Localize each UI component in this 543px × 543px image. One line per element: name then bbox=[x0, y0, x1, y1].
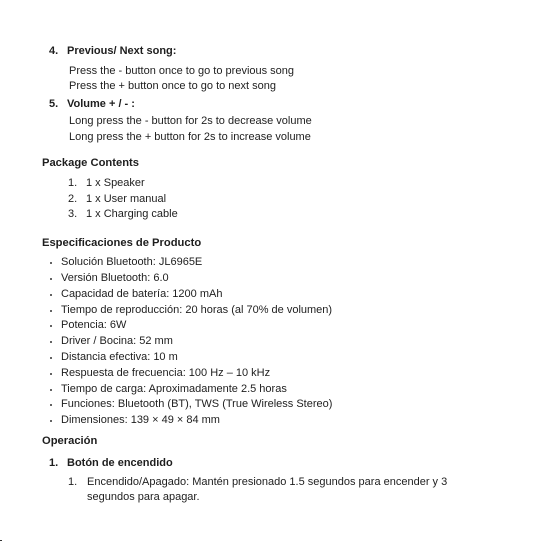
spec-bluetooth-version: Versión Bluetooth: 6.0 bbox=[61, 272, 169, 284]
package-item-number: 3. bbox=[68, 208, 78, 220]
bullet-icon bbox=[50, 310, 52, 312]
package-item-cable: 1 x Charging cable bbox=[86, 208, 178, 220]
bullet-icon bbox=[50, 278, 52, 280]
spec-functions: Funciones: Bluetooth (BT), TWS (True Wireless Stereo) bbox=[61, 398, 333, 410]
bullet-icon bbox=[50, 373, 52, 375]
specs-heading: Especificaciones de Producto bbox=[42, 237, 202, 249]
spec-charge-time: Tiempo de carga: Aproximadamente 2.5 horas bbox=[61, 383, 287, 395]
volume-title: Volume + / - : bbox=[67, 98, 135, 110]
spec-playtime: Tiempo de reproducción: 20 horas (al 70% de volumen) bbox=[61, 304, 333, 316]
spec-bluetooth-solution: Solución Bluetooth: JL6965E bbox=[61, 256, 203, 268]
page-edge-mark bbox=[0, 540, 2, 541]
package-contents-heading: Package Contents bbox=[42, 157, 139, 169]
bullet-icon bbox=[50, 341, 52, 343]
spec-driver: Driver / Bocina: 52 mm bbox=[61, 335, 173, 347]
bullet-icon bbox=[50, 420, 52, 422]
volume-up-instruction: Long press the + button for 2s to increase volume bbox=[69, 131, 311, 143]
previous-instruction: Press the - button once to go to previous song bbox=[69, 65, 295, 77]
spec-frequency-response: Respuesta de frecuencia: 100 Hz – 10 kHz bbox=[61, 367, 271, 379]
power-instruction-line-2: segundos para apagar. bbox=[87, 491, 200, 503]
next-instruction: Press the + button once to go to next song bbox=[69, 80, 277, 92]
volume-down-instruction: Long press the - button for 2s to decrease volume bbox=[69, 115, 312, 127]
operacion-heading: Operación bbox=[42, 435, 98, 447]
spec-range: Distancia efectiva: 10 m bbox=[61, 351, 178, 363]
bullet-icon bbox=[50, 404, 52, 406]
sub-step-number: 1. bbox=[68, 476, 78, 488]
package-item-speaker: 1 x Speaker bbox=[86, 177, 145, 189]
bullet-icon bbox=[50, 262, 52, 264]
power-button-title: Botón de encendido bbox=[67, 457, 173, 469]
bullet-icon bbox=[50, 357, 52, 359]
bullet-icon bbox=[50, 389, 52, 391]
spec-dimensions: Dimensiones: 139 × 49 × 84 mm bbox=[61, 414, 220, 426]
spec-power: Potencia: 6W bbox=[61, 319, 127, 331]
package-item-manual: 1 x User manual bbox=[86, 193, 167, 205]
previous-next-title: Previous/ Next song: bbox=[67, 45, 177, 57]
item-number-4: 4. bbox=[49, 45, 59, 57]
bullet-icon bbox=[50, 294, 52, 296]
step-number: 1. bbox=[49, 457, 59, 469]
bullet-icon bbox=[50, 325, 52, 327]
spec-battery-capacity: Capacidad de batería: 1200 mAh bbox=[61, 288, 223, 300]
package-item-number: 1. bbox=[68, 177, 78, 189]
package-item-number: 2. bbox=[68, 193, 78, 205]
power-instruction-line-1: Encendido/Apagado: Mantén presionado 1.5 segundos para encender y 3 bbox=[87, 476, 448, 488]
item-number-5: 5. bbox=[49, 98, 59, 110]
